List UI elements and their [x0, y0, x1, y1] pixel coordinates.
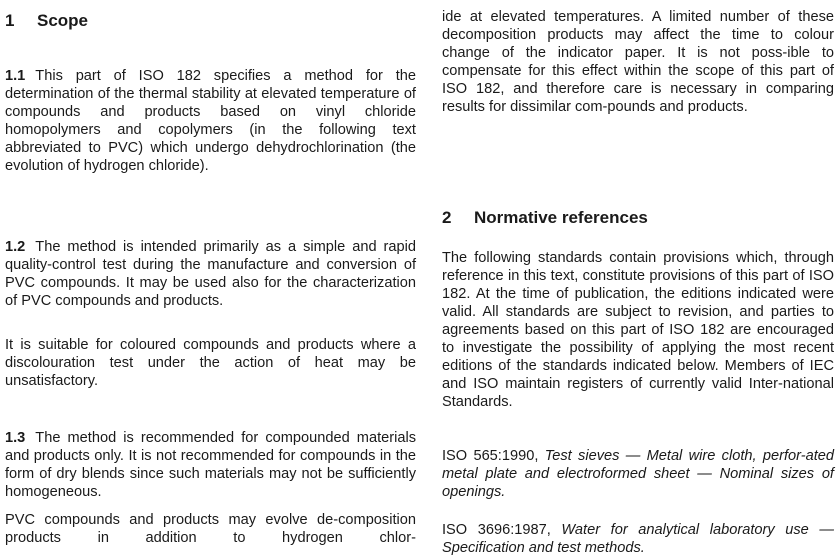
section-1-heading [5, 11, 88, 31]
paragraph-1-2 [5, 238, 416, 310]
paragraph-1-3-continuation: ide at elevated temperatures. A limited number of these decomposition products may affect the time to colour change of the indicator paper. It is not poss-ible to compensate for this effect within the scope of this part of ISO 182, and therefore care is necessary in comparing results for dissimilar com-pounds and products. [442, 9, 834, 115]
clause-text: The method is intended primarily as a simple and rapid quality-control test during the manufacture and conversion of PVC compounds. It may be used also for the characterization of PVC compounds and products. [5, 239, 416, 309]
reference-code: ISO 3696:1987, [442, 522, 562, 538]
reference-title: Test sieves — Metal wire cloth, perfor-ated metal plate and electroformed sheet — Nominal sizes of openings. [442, 448, 834, 500]
paragraph-1-1 [5, 67, 416, 175]
clause-text: This part of ISO 182 specifies a method for the determination of the thermal stability at elevated temperature of compounds and products based on vinyl chloride homopolymers and copolymers (in the following text abbreviated to PVC) which undergo dehydrochlorination (the evolution of hydrogen chloride). [5, 68, 416, 174]
section-number: 1 [5, 11, 15, 30]
paragraph-1-3-continued: PVC compounds and products may evolve de-composition products in addition to hydrogen chlor- [5, 512, 416, 546]
reference-iso-3696 [442, 521, 834, 557]
section-title: Scope [37, 11, 89, 30]
clause-text: The method is recommended for compounded materials and products only. It is not recommended for compounds in the form of dry blends since such materials may not be sufficiently homogeneous. [5, 430, 416, 500]
paragraph-1-3 [5, 429, 416, 501]
reference-code: ISO 565:1990, [442, 448, 545, 464]
clause-number: 1.1 [5, 68, 26, 84]
reference-title: Water for analytical laboratory use — Specification and test methods. [442, 522, 834, 556]
section-number: 2 [442, 208, 452, 227]
reference-iso-565 [442, 447, 834, 501]
paragraph-2: The following standards contain provisions which, through reference in this text, constitute provisions of this part of ISO 182. At the time of publication, the editions indicated were valid. All standards are subject to revision, and parties to agreements based on this part of ISO 182 are encouraged to investigate the possibility of applying the most recent editions of the standards indicated below. Members of IEC and ISO maintain registers of currently valid Inter-national Standards. [442, 250, 834, 410]
clause-number: 1.2 [5, 239, 26, 255]
paragraph-1-2-continued: It is suitable for coloured compounds and products where a discolouration test under the action of heat may be unsatisfactory. [5, 337, 416, 389]
section-2-heading [442, 208, 648, 228]
clause-number: 1.3 [5, 430, 26, 446]
section-title: Normative references [474, 208, 648, 227]
